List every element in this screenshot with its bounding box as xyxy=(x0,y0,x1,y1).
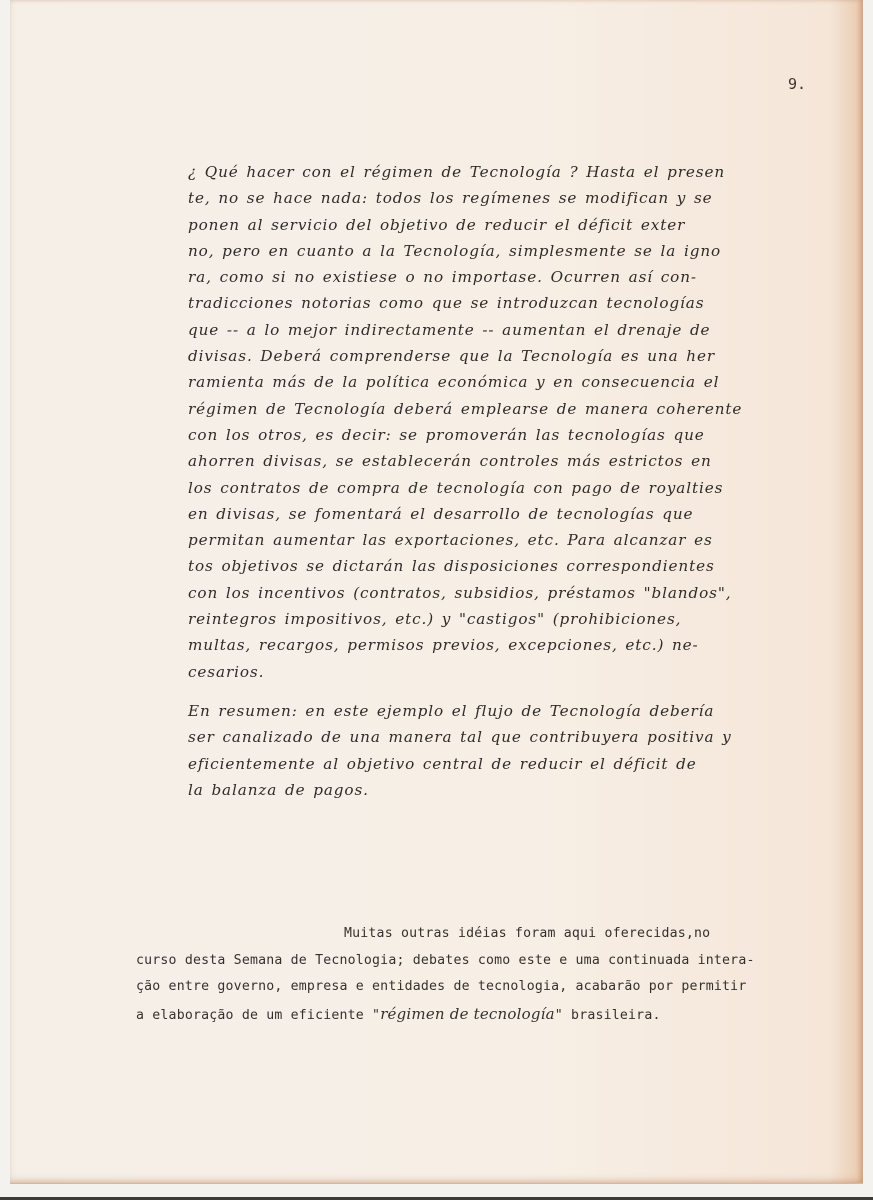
text-line: cesarios. xyxy=(188,662,265,681)
text-fragment: a elaboração de um eficiente " xyxy=(136,1007,381,1023)
text-line: tos objetivos se dictarán las disposiciones correspondientes xyxy=(188,557,715,576)
text-fragment: " brasileira. xyxy=(554,1007,661,1023)
spanish-paragraph-2 xyxy=(188,698,838,803)
text-line: ¿ Qué hacer con el régimen de Tecnología ? Hasta el presen xyxy=(188,163,726,181)
page-number: 9. xyxy=(788,75,807,93)
text-line: ção entre governo, empresa e entidades de tecnologia, acabarão por permitir xyxy=(136,979,747,994)
cursive-phrase: régimen de tecnología xyxy=(380,1004,555,1023)
text-line: la balanza de pagos. xyxy=(188,780,369,799)
text-line: Muitas outras idéias foram aqui oferecidas,no xyxy=(344,926,711,941)
text-line: en divisas, se fomentará el desarrollo de tecnologías que xyxy=(188,504,694,523)
text-line: reintegros impositivos, etc.) y "castigos" (prohibiciones, xyxy=(188,610,682,629)
portuguese-paragraph xyxy=(136,921,826,1027)
text-line: ser canalizado de una manera tal que contribuyera positiva y xyxy=(188,728,732,747)
text-line: tradicciones notorias como que se introduzcan tecnologías xyxy=(188,294,705,313)
text-line xyxy=(136,1001,826,1028)
text-line: no, pero en cuanto a la Tecnología, simplesmente se la igno xyxy=(188,241,722,260)
text-line: multas, recargos, permisos previos, excepciones, etc.) ne- xyxy=(188,636,699,655)
spanish-paragraph-1 xyxy=(188,159,838,685)
text-line: ponen al servicio del objetivo de reducir el déficit exter xyxy=(188,215,686,234)
text-line: ramienta más de la política económica y en consecuencia el xyxy=(188,373,720,392)
text-line: ra, como si no existiese o no importase. Ocurren así con- xyxy=(188,268,697,287)
text-line: con los otros, es decir: se promoverán las tecnologías que xyxy=(188,425,705,444)
text-line: que -- a lo mejor indirectamente -- aumentan el drenaje de xyxy=(188,320,711,339)
text-line: régimen de Tecnología deberá emplearse de manera coherente xyxy=(188,399,743,418)
text-line: eficientemente al objetivo central de reducir el déficit de xyxy=(188,754,697,773)
text-line: los contratos de compra de tecnología con pago de royalties xyxy=(188,478,724,497)
text-line: divisas. Deberá comprenderse que la Tecnología es una her xyxy=(188,347,715,366)
text-line: curso desta Semana de Tecnologia; debates como este e uma continuada intera- xyxy=(136,952,755,968)
scanned-page xyxy=(10,0,863,1184)
text-line: con los incentivos (contratos, subsidios, préstamos "blandos", xyxy=(188,583,732,602)
text-line: permitan aumentar las exportaciones, etc. Para alcanzar es xyxy=(188,531,713,550)
text-line: En resumen: en este ejemplo el flujo de Tecnología debería xyxy=(188,702,715,720)
text-line: ahorren divisas, se establecerán controles más estrictos en xyxy=(188,452,712,471)
text-line: te, no se hace nada: todos los regímenes se modifican y se xyxy=(188,189,713,208)
